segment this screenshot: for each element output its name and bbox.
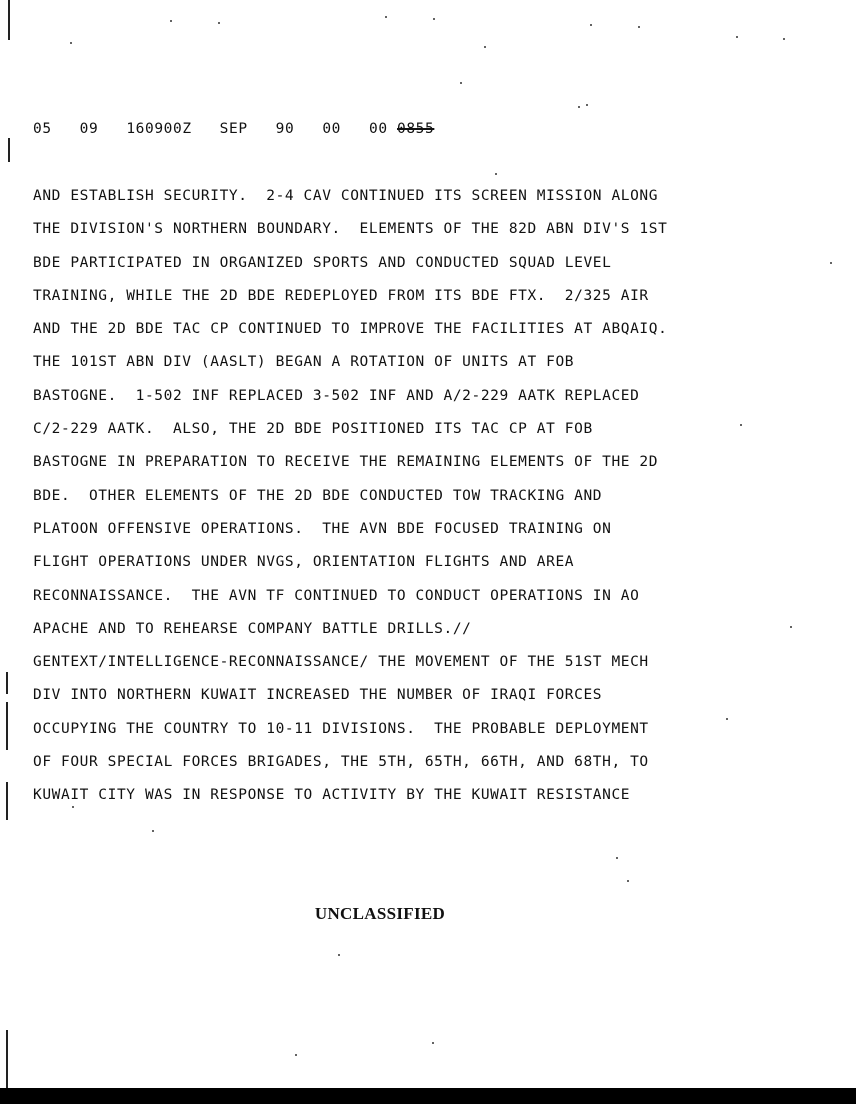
body-line: THE 101ST ABN DIV (AASLT) BEGAN A ROTATION OF UNITS AT FOB [33, 354, 575, 371]
scan-speck [578, 106, 580, 108]
scan-speck [432, 1042, 434, 1044]
body-line: BASTOGNE. 1-502 INF REPLACED 3-502 INF AND A/2-229 AATK REPLACED [33, 387, 640, 404]
scan-speck [590, 24, 592, 26]
scan-speck [830, 262, 832, 264]
scan-edge-mark [6, 702, 8, 750]
body-line: KUWAIT CITY WAS IN RESPONSE TO ACTIVITY BY THE KUWAIT RESISTANCE [33, 787, 631, 804]
scan-speck [736, 36, 738, 38]
message-body [33, 186, 833, 819]
body-line: FLIGHT OPERATIONS UNDER NVGS, ORIENTATION FLIGHTS AND AREA [33, 554, 575, 571]
body-line: OCCUPYING THE COUNTRY TO 10-11 DIVISIONS. THE PROBABLE DEPLOYMENT [33, 720, 649, 737]
scan-speck [790, 626, 792, 628]
scan-speck [218, 22, 220, 24]
scan-edge-mark [6, 1030, 8, 1088]
body-line: AND ESTABLISH SECURITY. 2-4 CAV CONTINUED ITS SCREEN MISSION ALONG [33, 188, 659, 204]
scan-edge-mark [6, 782, 8, 820]
scan-speck [616, 857, 618, 859]
scan-speck [295, 1054, 297, 1056]
body-line: OF FOUR SPECIAL FORCES BRIGADES, THE 5TH, 65TH, 66TH, AND 68TH, TO [33, 754, 649, 771]
body-line: AND THE 2D BDE TAC CP CONTINUED TO IMPROVE THE FACILITIES AT ABQAIQ. [33, 321, 668, 338]
scan-speck [783, 38, 785, 40]
header-dtg: 160900Z [126, 121, 192, 137]
scan-speck [385, 16, 387, 18]
scan-speck [70, 42, 72, 44]
header-field-6: 00 [322, 121, 341, 137]
header-field-7: 00 [369, 121, 388, 137]
body-line: C/2-229 AATK. ALSO, THE 2D BDE POSITIONED ITS TAC CP AT FOB [33, 421, 593, 438]
header-field-2: 09 [79, 121, 99, 137]
body-line: RECONNAISSANCE. THE AVN TF CONTINUED TO CONDUCT OPERATIONS IN AO [33, 587, 640, 604]
scan-speck [433, 18, 435, 20]
scan-edge-mark [8, 138, 10, 162]
scan-speck [72, 806, 74, 808]
header-field-1: 05 [33, 121, 52, 137]
scan-edge-mark [8, 0, 10, 40]
body-line: BASTOGNE IN PREPARATION TO RECEIVE THE REMAINING ELEMENTS OF THE 2D [33, 454, 659, 471]
scan-speck [638, 26, 640, 28]
scan-speck [726, 718, 728, 720]
body-line: THE DIVISION'S NORTHERN BOUNDARY. ELEMENTS OF THE 82D ABN DIV'S 1ST [33, 221, 668, 238]
scan-bottom-border [0, 1088, 856, 1104]
scan-speck [627, 880, 629, 882]
classification-marking: UNCLASSIFIED [314, 904, 446, 923]
scan-speck [460, 82, 462, 84]
body-line: PLATOON OFFENSIVE OPERATIONS. THE AVN BDE FOCUSED TRAINING ON [33, 520, 612, 537]
body-line: TRAINING, WHILE THE 2D BDE REDEPLOYED FROM ITS BDE FTX. 2/325 AIR [33, 287, 649, 304]
body-line: BDE PARTICIPATED IN ORGANIZED SPORTS AND CONDUCTED SQUAD LEVEL [33, 254, 612, 271]
header-year: 90 [275, 121, 295, 137]
scan-speck [152, 830, 154, 832]
scan-speck [586, 104, 588, 106]
message-header-line [33, 121, 434, 137]
header-month: SEP [219, 121, 248, 137]
scan-speck [170, 20, 172, 22]
scan-speck [495, 173, 497, 175]
body-line: DIV INTO NORTHERN KUWAIT INCREASED THE NUMBER OF IRAQI FORCES [33, 687, 603, 704]
body-line: APACHE AND TO REHEARSE COMPANY BATTLE DRILLS.// [33, 620, 472, 637]
body-line: BDE. OTHER ELEMENTS OF THE 2D BDE CONDUCTED TOW TRACKING AND [33, 487, 603, 504]
scan-speck [338, 954, 340, 956]
scan-edge-mark [6, 672, 8, 694]
scan-speck [740, 424, 742, 426]
struck-code: 0855 [397, 121, 435, 137]
scan-speck [484, 46, 486, 48]
body-line: GENTEXT/INTELLIGENCE-RECONNAISSANCE/ THE MOVEMENT OF THE 51ST MECH [33, 654, 649, 671]
